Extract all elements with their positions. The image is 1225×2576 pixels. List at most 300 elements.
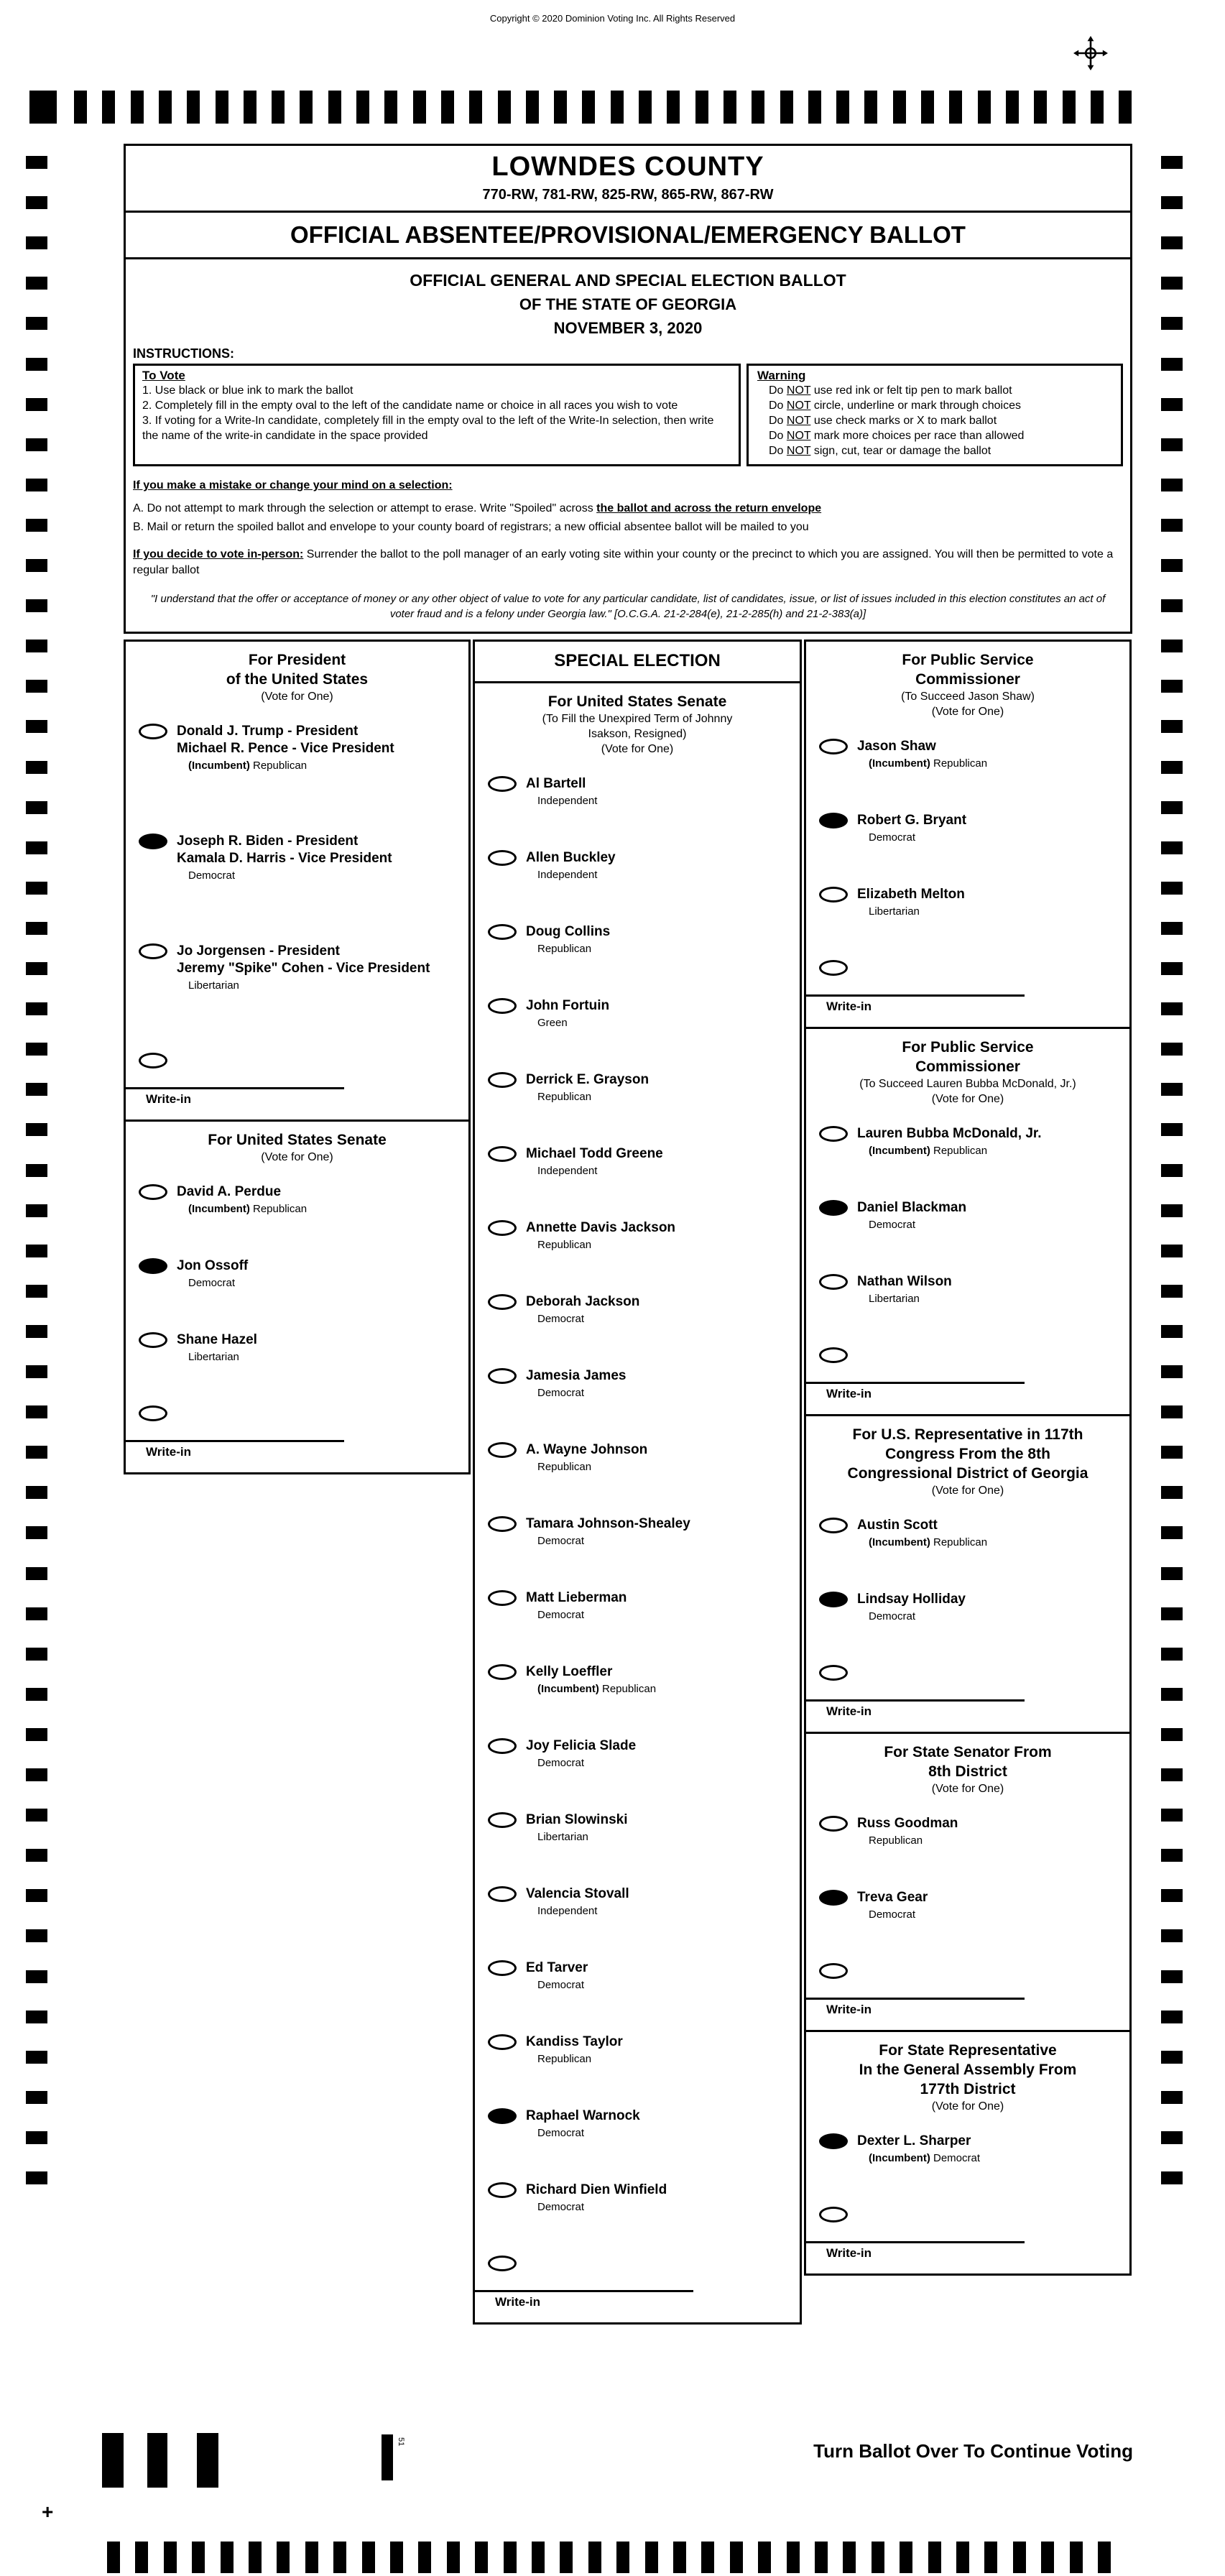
county-header [126, 146, 1130, 213]
contest [806, 2030, 1129, 2273]
candidate-row [488, 1885, 792, 1918]
timing-mark [1070, 2542, 1083, 2573]
write-in-line[interactable] [806, 2241, 1025, 2243]
choice-oval[interactable] [488, 1664, 517, 1680]
choice-oval[interactable] [819, 1274, 848, 1290]
timing-mark [1161, 1768, 1183, 1781]
contest-title: Commissioner [915, 671, 1020, 688]
timing-mark [780, 91, 793, 124]
choice-oval[interactable] [819, 1126, 848, 1142]
candidate-text [526, 1145, 663, 1178]
timing-mark [1161, 236, 1183, 249]
timing-mark [390, 2542, 403, 2573]
candidate-name: Treva Gear [857, 1890, 928, 1905]
candidate-party: (Incumbent) Republican [869, 757, 988, 770]
choice-oval[interactable] [139, 724, 167, 739]
timing-mark [26, 1970, 47, 1983]
candidate-row [819, 886, 1122, 918]
choice-oval[interactable] [488, 1960, 517, 1976]
candidate-party: Independent [537, 1905, 598, 1917]
write-in-label: Write-in [826, 1000, 872, 1013]
candidate-name: Russ Goodman [857, 1816, 958, 1831]
timing-mark [26, 1285, 47, 1298]
choice-oval-filled[interactable] [819, 2133, 848, 2149]
timing-mark [333, 2542, 346, 2573]
stub-number: 51 [397, 2437, 405, 2447]
timing-mark [1161, 680, 1183, 693]
write-in-section [139, 1405, 468, 1469]
write-in-oval[interactable] [488, 2256, 517, 2271]
candidate-party: (Incumbent) Republican [188, 760, 308, 772]
candidate-text [526, 923, 610, 956]
timing-mark [26, 841, 47, 854]
timing-mark [26, 2051, 47, 2064]
write-in-label: Write-in [826, 1387, 872, 1400]
timing-mark [1161, 1446, 1183, 1459]
timing-mark [1161, 1043, 1183, 1056]
candidate-row [819, 1517, 1122, 1549]
timing-mark [787, 2542, 800, 2573]
candidate-party: Democrat [869, 1908, 916, 1921]
timing-mark [1161, 1970, 1183, 1983]
timing-mark [249, 2542, 262, 2573]
stub-mark [102, 2433, 124, 2488]
write-in-oval[interactable] [139, 1053, 167, 1068]
timing-mark [26, 156, 47, 169]
contest-title: For United States Senate [547, 693, 727, 710]
candidate-row [819, 1273, 1122, 1306]
to-vote-title: To Vote [142, 369, 185, 382]
choice-oval-filled[interactable] [819, 1200, 848, 1216]
candidate-name: A. Wayne Johnson [526, 1442, 648, 1457]
candidate-party: Republican [869, 1834, 923, 1847]
timing-mark [1161, 1486, 1183, 1499]
timing-mark [1161, 922, 1183, 935]
timing-mark [1161, 358, 1183, 371]
candidate-party: Independent [537, 869, 598, 881]
to-vote-item: 1. Use black or blue ink to mark the ballot [142, 384, 353, 397]
candidate-name: Tamara Johnson-Shealey [526, 1516, 690, 1531]
candidate-party: Libertarian [869, 1293, 920, 1305]
candidate-name: Deborah Jackson [526, 1294, 640, 1309]
contest-subtitle: (Vote for One) [931, 1783, 1004, 1795]
candidate-text [177, 943, 430, 992]
write-in-section [139, 1053, 468, 1117]
candidate-row [488, 1145, 792, 1178]
contest-title: In the General Assembly From [859, 2062, 1077, 2078]
candidate-row [139, 1331, 461, 1364]
choice-oval[interactable] [819, 887, 848, 902]
candidate-row [488, 1589, 792, 1622]
timing-mark [673, 2542, 686, 2573]
choice-oval[interactable] [139, 1184, 167, 1200]
timing-mark [1161, 801, 1183, 814]
timing-mark [26, 680, 47, 693]
timing-mark [26, 1688, 47, 1701]
choice-oval[interactable] [488, 1146, 517, 1162]
candidate-text [526, 2033, 623, 2066]
timing-mark [616, 2542, 629, 2573]
timing-mark [102, 91, 115, 124]
write-in-line[interactable] [806, 1998, 1025, 2000]
timing-mark [1161, 2091, 1183, 2104]
timing-mark [843, 2542, 856, 2573]
candidate-name: Michael R. Pence - Vice President [177, 741, 394, 756]
candidate-text [526, 1071, 649, 1104]
timing-mark [1161, 1809, 1183, 1822]
choice-oval[interactable] [488, 1220, 517, 1236]
instructions-panel [124, 144, 1132, 634]
candidate-party: (Incumbent) Republican [188, 1203, 308, 1215]
timing-mark [26, 1728, 47, 1741]
timing-mark [74, 91, 87, 124]
timing-mark [730, 2542, 743, 2573]
timing-mark [26, 1526, 47, 1539]
timing-mark [26, 1365, 47, 1378]
candidate-row [819, 1125, 1122, 1158]
write-in-line[interactable] [806, 994, 1025, 997]
contest-subtitle: (Vote for One) [931, 706, 1004, 718]
write-in-oval[interactable] [139, 1405, 167, 1421]
choice-oval[interactable] [488, 850, 517, 866]
timing-mark [26, 1486, 47, 1499]
contest-choices [126, 1183, 468, 1469]
instructions-row [133, 364, 1123, 466]
choice-oval-filled[interactable] [819, 1890, 848, 1906]
timing-mark [1161, 1607, 1183, 1620]
write-in-label: Write-in [826, 1704, 872, 1718]
candidate-row [488, 1441, 792, 1474]
timing-mark [1161, 1849, 1183, 1862]
timing-mark [441, 91, 454, 124]
ballot-column-3 [804, 640, 1132, 2276]
choice-oval[interactable] [488, 1442, 517, 1458]
choice-oval[interactable] [488, 1516, 517, 1532]
contest [475, 683, 800, 2322]
timing-mark [26, 1043, 47, 1056]
choice-oval[interactable] [488, 1886, 517, 1902]
timing-mark [26, 1002, 47, 1015]
contest-title: For President [248, 652, 346, 668]
write-in-line[interactable] [806, 1382, 1025, 1384]
candidate-row [488, 2182, 792, 2214]
write-in-oval[interactable] [819, 1963, 848, 1979]
timing-mark [192, 2542, 205, 2573]
candidate-name: Jon Ossoff [177, 1258, 249, 1273]
ballot-type-title: OFFICIAL ABSENTEE/PROVISIONAL/EMERGENCY BALLOT [126, 213, 1130, 259]
timing-mark [26, 1123, 47, 1136]
contest-choices [806, 1517, 1129, 1729]
timing-mark [504, 2542, 517, 2573]
choice-oval[interactable] [488, 1294, 517, 1310]
choice-oval[interactable] [488, 1072, 517, 1088]
candidate-party: Democrat [537, 2201, 585, 2213]
timing-mark [305, 2542, 318, 2573]
timing-mark [300, 91, 313, 124]
choice-oval[interactable] [488, 2034, 517, 2050]
choice-oval[interactable] [488, 998, 517, 1014]
timing-mark [588, 2542, 601, 2573]
choice-oval[interactable] [488, 1812, 517, 1828]
copyright-line: Copyright © 2020 Dominion Voting Inc. All Rights Reserved [489, 13, 736, 24]
write-in-label: Write-in [146, 1445, 191, 1459]
contest-subtitle: (To Succeed Lauren Bubba McDonald, Jr.) [859, 1078, 1076, 1090]
timing-mark [384, 91, 397, 124]
timing-mark [1161, 1567, 1183, 1580]
write-in-oval[interactable] [819, 2207, 848, 2222]
stub-mark [197, 2433, 218, 2488]
candidate-party: Democrat [869, 1610, 916, 1622]
timing-mark [1161, 640, 1183, 652]
timing-mark [131, 91, 144, 124]
timing-mark [26, 2171, 47, 2184]
timing-mark [1161, 962, 1183, 975]
timing-mark [26, 1929, 47, 1942]
contest-title: For United States Senate [208, 1132, 387, 1148]
ballot-content [124, 144, 1132, 2325]
timing-mark [1098, 2542, 1111, 2573]
choice-oval-filled[interactable] [488, 2108, 517, 2124]
write-in-oval[interactable] [819, 1665, 848, 1681]
election-title [126, 259, 1130, 341]
timing-mark [29, 91, 57, 124]
candidate-name: Al Bartell [526, 776, 586, 791]
timing-mark [1161, 1365, 1183, 1378]
timing-mark [1119, 91, 1132, 124]
timing-mark [1034, 91, 1047, 124]
candidate-row [488, 1811, 792, 1844]
candidate-name: John Fortuin [526, 998, 610, 1013]
candidate-row [139, 943, 461, 992]
candidate-row [488, 1663, 792, 1696]
write-in-line[interactable] [126, 1087, 344, 1089]
timing-mark [469, 91, 482, 124]
timing-mark [26, 1325, 47, 1338]
candidate-name: Jo Jorgensen - President [177, 943, 341, 959]
choice-oval[interactable] [139, 1332, 167, 1348]
contest-subtitle: Isakson, Resigned) [588, 728, 687, 740]
timing-mark [1161, 559, 1183, 572]
candidate-text [177, 1331, 257, 1364]
candidate-text [526, 1219, 675, 1252]
candidate-row [488, 1515, 792, 1548]
in-person-instructions: If you decide to vote in-person: Surrender the ballot to the poll manager of an early voting site within your county or the precinct to which you are assigned. You will then be permitted to vote a regular ballot [133, 548, 1114, 576]
timing-mark [582, 91, 595, 124]
candidate-name: Valencia Stovall [526, 1886, 629, 1901]
contest-choices [806, 738, 1129, 1024]
choice-oval-filled[interactable] [139, 1258, 167, 1274]
candidate-name: Shane Hazel [177, 1332, 257, 1347]
contest [806, 1027, 1129, 1414]
write-in-section [819, 960, 1129, 1024]
timing-mark [26, 1809, 47, 1822]
candidate-party: Libertarian [188, 979, 239, 992]
choice-oval-filled[interactable] [819, 813, 848, 828]
choice-oval[interactable] [819, 1518, 848, 1533]
candidate-text [526, 849, 616, 882]
candidate-row [488, 1737, 792, 1770]
candidate-text [526, 1515, 690, 1548]
timing-mark [26, 2091, 47, 2104]
candidate-text [177, 1257, 248, 1290]
precinct-codes: 770-RW, 781-RW, 825-RW, 865-RW, 867-RW [482, 187, 774, 203]
candidate-party: Green [537, 1017, 568, 1029]
timing-mark [1161, 196, 1183, 209]
candidate-name: Allen Buckley [526, 850, 616, 865]
candidate-name: Michael Todd Greene [526, 1146, 663, 1161]
registration-crosshair-icon [1073, 36, 1108, 70]
to-vote-item: 2. Completely fill in the empty oval to the left of the candidate name or choice in all races you wish to vote [142, 400, 678, 412]
write-in-oval[interactable] [819, 960, 848, 976]
warning-item: Do NOT use red ink or felt tip pen to mark ballot [769, 384, 1012, 397]
timing-mark [107, 2542, 120, 2573]
candidate-row [139, 1257, 461, 1290]
timing-mark [864, 91, 877, 124]
timing-mark [26, 1164, 47, 1177]
candidate-text [177, 723, 394, 772]
candidate-name: Jason Shaw [857, 739, 936, 754]
write-in-line[interactable] [475, 2290, 693, 2292]
candidate-name: Austin Scott [857, 1518, 938, 1533]
candidate-name: Lauren Bubba McDonald, Jr. [857, 1126, 1042, 1141]
timing-mark [26, 720, 47, 733]
candidate-party: Independent [537, 1165, 598, 1177]
timing-mark [526, 91, 539, 124]
county-name: LOWNDES COUNTY [491, 152, 764, 182]
candidate-name: Matt Lieberman [526, 1590, 627, 1605]
timing-mark [808, 91, 821, 124]
candidate-row [819, 1889, 1122, 1921]
timing-mark [1161, 438, 1183, 451]
contest-subtitle: (To Succeed Jason Shaw) [901, 691, 1035, 703]
choice-oval[interactable] [819, 1816, 848, 1832]
choice-oval[interactable] [488, 924, 517, 940]
timing-mark [418, 2542, 431, 2573]
timing-mark [26, 1245, 47, 1257]
election-date: NOVEMBER 3, 2020 [553, 319, 703, 337]
timing-mark [1161, 519, 1183, 532]
timing-mark [1161, 1123, 1183, 1136]
candidate-text [857, 1199, 966, 1232]
candidate-party: Democrat [537, 1757, 585, 1769]
timing-mark [928, 2542, 941, 2573]
timing-mark [1161, 841, 1183, 854]
timing-mark [413, 91, 426, 124]
write-in-section [819, 2207, 1129, 2271]
candidate-party: Libertarian [537, 1831, 588, 1843]
write-in-section [819, 1665, 1129, 1729]
contest-title: 8th District [928, 1763, 1007, 1780]
choice-oval[interactable] [819, 739, 848, 754]
choice-oval[interactable] [488, 1738, 517, 1754]
candidate-row [819, 1815, 1122, 1847]
timing-mark [1161, 398, 1183, 411]
timing-mark [164, 2542, 177, 2573]
registration-plus-mark: + [42, 2501, 54, 2523]
timing-mark [836, 91, 849, 124]
timing-mark [701, 2542, 714, 2573]
timing-mark [949, 91, 962, 124]
candidate-text [857, 1517, 987, 1549]
choice-oval-filled[interactable] [139, 834, 167, 849]
timing-mark [26, 317, 47, 330]
contest-choices [126, 723, 468, 1117]
candidate-text [526, 1959, 588, 1992]
candidate-text [526, 1589, 627, 1622]
timing-mark [26, 599, 47, 612]
candidate-name: Nathan Wilson [857, 1274, 952, 1289]
stub-mark [147, 2433, 167, 2488]
timing-mark [26, 922, 47, 935]
contest-title: For Public Service [902, 652, 1034, 668]
write-in-line[interactable] [806, 1699, 1025, 1702]
candidate-party: Democrat [537, 1609, 585, 1621]
candidate-party: Libertarian [869, 905, 920, 918]
timing-mark [26, 358, 47, 371]
timing-mark [1006, 91, 1019, 124]
write-in-line[interactable] [126, 1440, 344, 1442]
choice-oval[interactable] [488, 1590, 517, 1606]
candidate-party: Republican [537, 1461, 592, 1473]
candidate-name: David A. Perdue [177, 1184, 282, 1199]
stub-barcode-mark [382, 2434, 393, 2480]
timing-mark [26, 1889, 47, 1902]
candidate-row [488, 2108, 792, 2140]
write-in-section [819, 1347, 1129, 1411]
candidate-name: Donald J. Trump - President [177, 724, 359, 739]
timing-mark [956, 2542, 969, 2573]
timing-mark [1063, 91, 1076, 124]
write-in-oval[interactable] [819, 1347, 848, 1363]
write-in-label: Write-in [826, 2246, 872, 2260]
candidate-name: Lindsay Holliday [857, 1592, 966, 1607]
timing-mark [26, 398, 47, 411]
candidate-name: Dexter L. Sharper [857, 2133, 971, 2148]
candidate-name: Richard Dien Winfield [526, 2182, 667, 2197]
timing-mark [554, 91, 567, 124]
timing-mark [187, 91, 200, 124]
timing-mark [26, 962, 47, 975]
choice-oval[interactable] [488, 2182, 517, 2198]
candidate-party: Libertarian [188, 1351, 239, 1363]
timing-mark [695, 91, 708, 124]
timing-mark [1161, 599, 1183, 612]
timing-mark [26, 1567, 47, 1580]
candidate-row [139, 723, 461, 772]
timing-mark [277, 2542, 290, 2573]
candidate-text [526, 1367, 626, 1400]
choice-oval-filled[interactable] [819, 1592, 848, 1607]
choice-oval[interactable] [139, 943, 167, 959]
choice-oval[interactable] [488, 776, 517, 792]
candidate-name: Kandiss Taylor [526, 2034, 623, 2049]
candidate-party: Democrat [869, 1219, 916, 1231]
timing-mark [26, 801, 47, 814]
choice-oval[interactable] [488, 1368, 517, 1384]
timing-mark [447, 2542, 460, 2573]
timing-mark [872, 2542, 884, 2573]
candidate-row [488, 997, 792, 1030]
candidate-party: (Incumbent) Republican [537, 1683, 657, 1695]
contest-subtitle: (Vote for One) [931, 2100, 1004, 2113]
contest-subtitle: (To Fill the Unexpired Term of Johnny [542, 713, 733, 725]
timing-mark [26, 1768, 47, 1781]
candidate-row [488, 1959, 792, 1992]
candidate-row [139, 1183, 461, 1216]
timing-mark [815, 2542, 828, 2573]
write-in-label: Write-in [495, 2295, 540, 2309]
timing-mark [893, 91, 906, 124]
